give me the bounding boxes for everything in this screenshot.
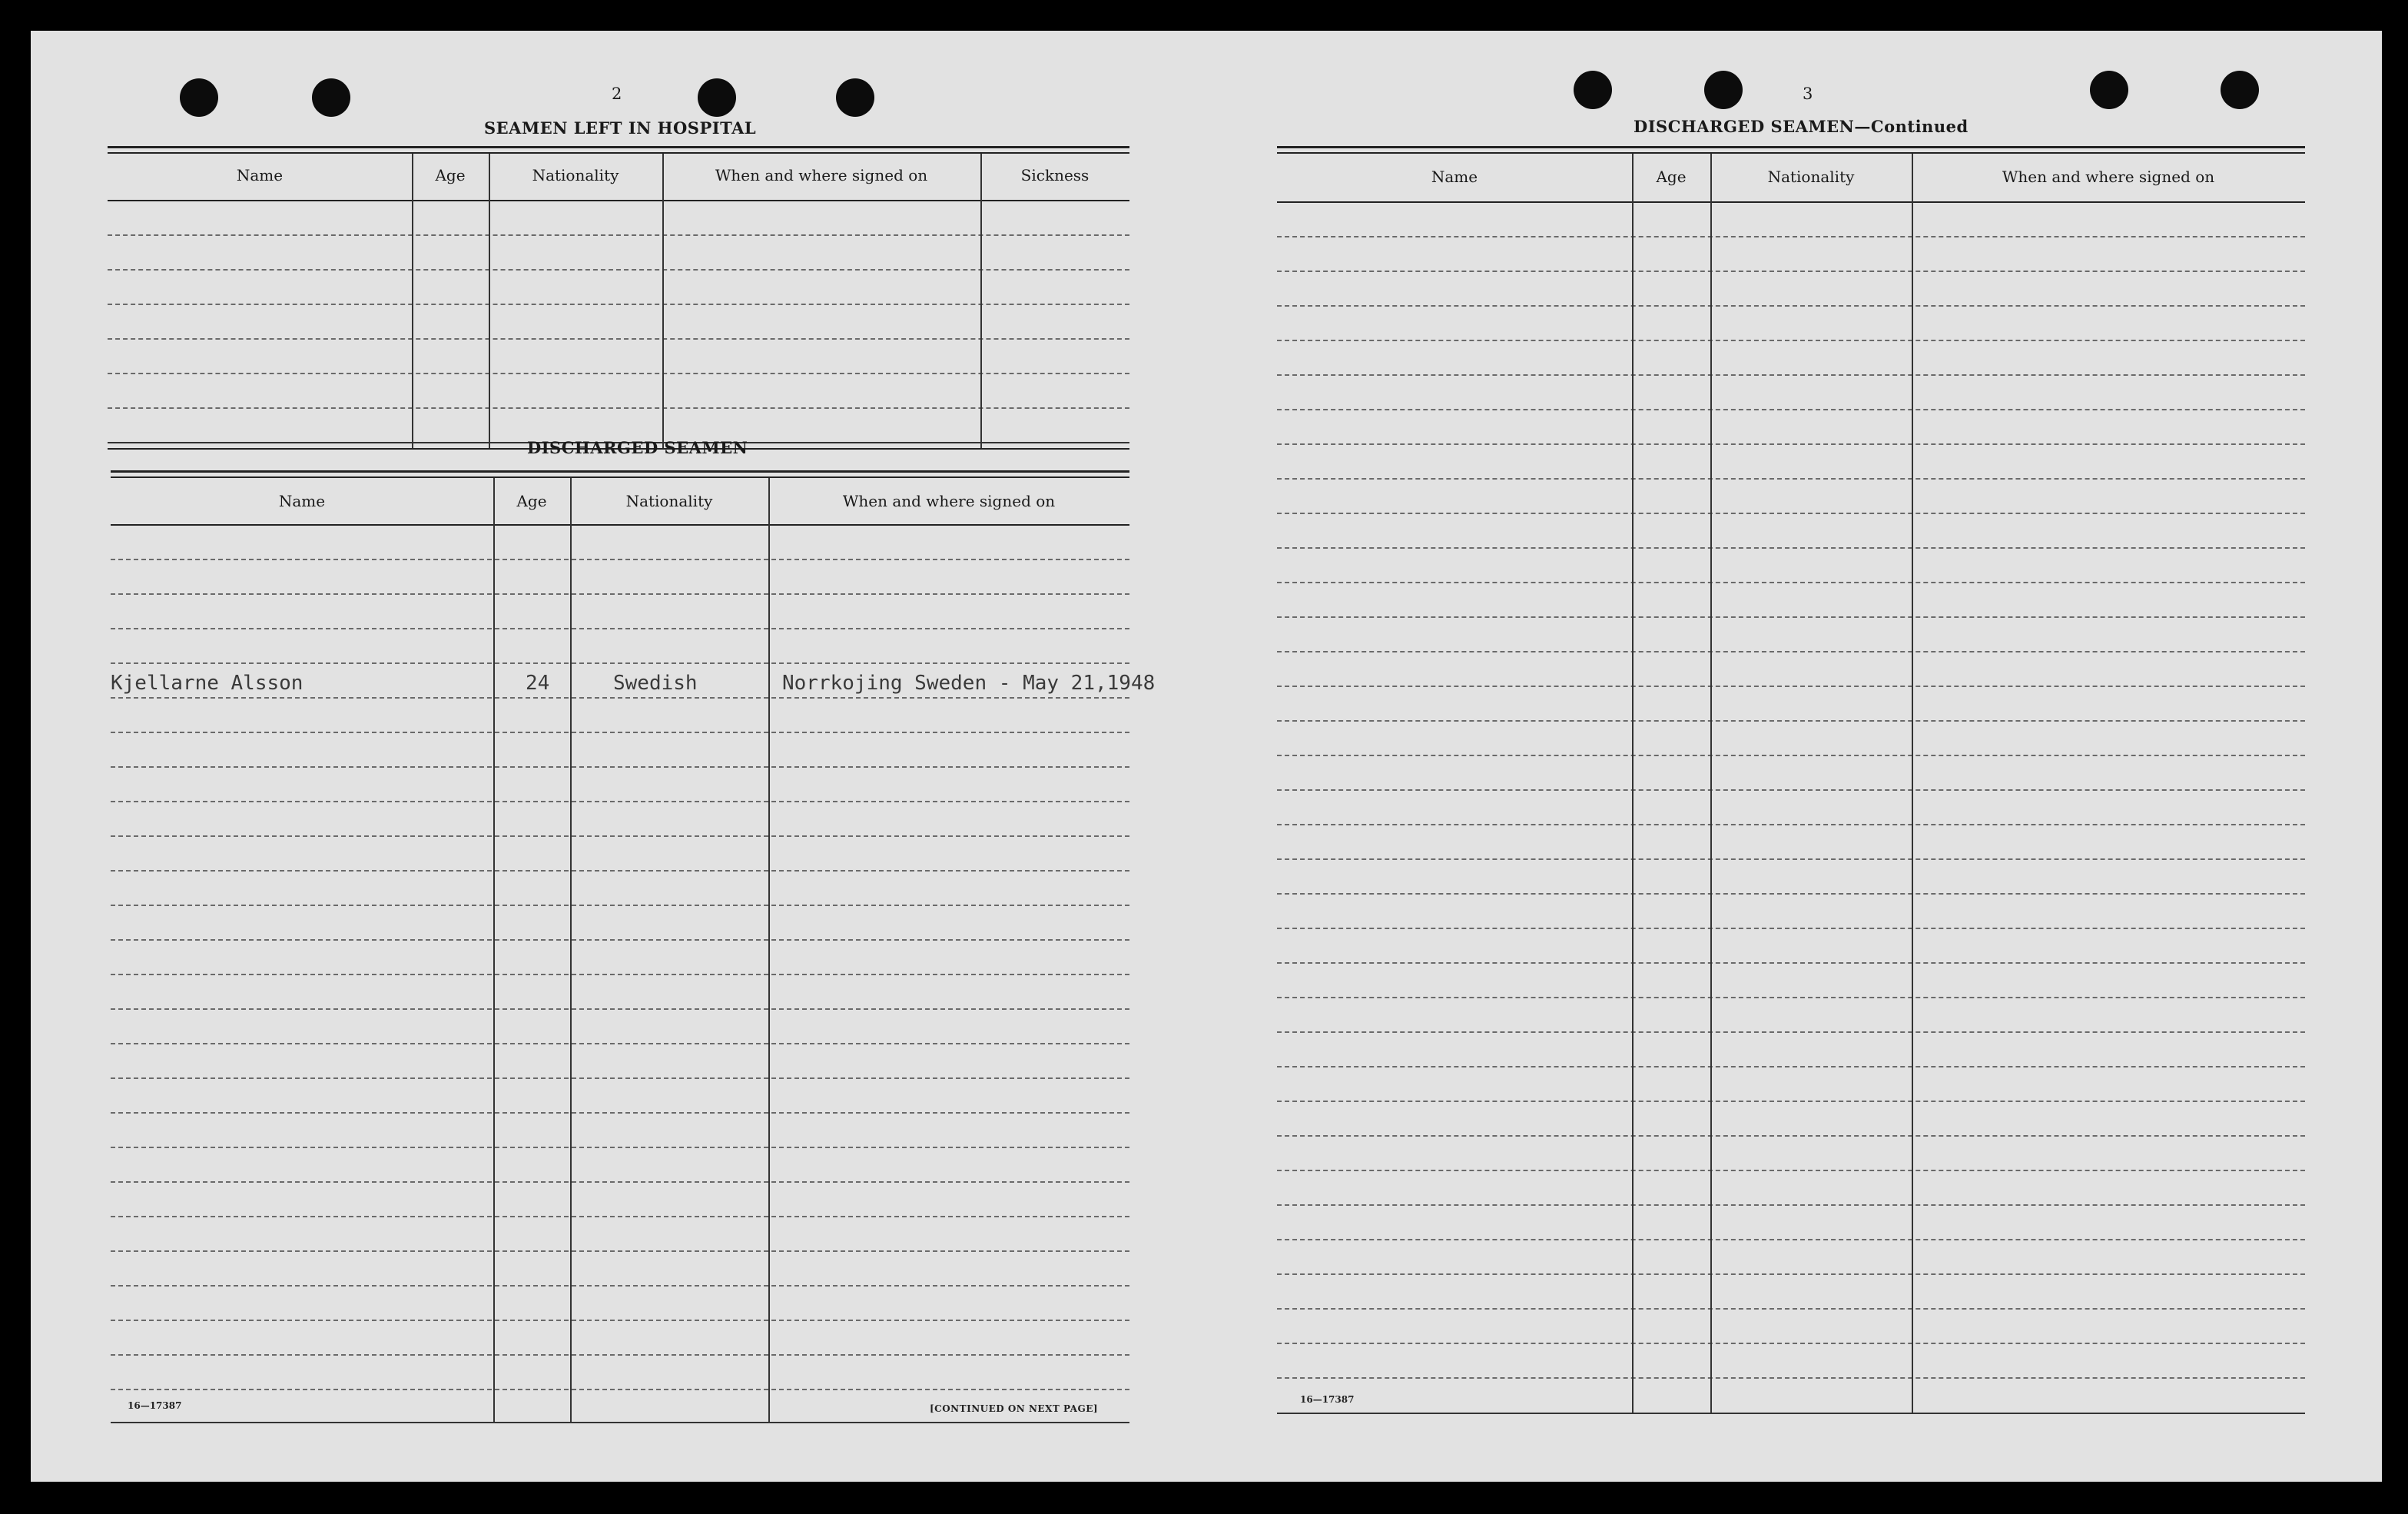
column-header: Nationality: [1767, 168, 1855, 186]
hospital-title: SEAMEN LEFT IN HOSPITAL: [484, 118, 757, 138]
punch-hole: [312, 78, 350, 117]
entry-signed-on: Norrkojing Sweden - May 21,1948: [782, 672, 1156, 695]
form-number-right: 16—17387: [1300, 1394, 1355, 1405]
page-number-left: 2: [612, 85, 622, 103]
punch-hole: [836, 78, 874, 117]
column-header: Nationality: [532, 166, 619, 184]
column-header: When and where signed on: [715, 166, 928, 184]
column-header: Name: [236, 166, 284, 184]
column-header: Sickness: [1020, 166, 1090, 184]
column-header: Age: [435, 166, 466, 184]
continued-title-main: DISCHARGED SEAMEN: [1634, 117, 1855, 136]
column-header: Age: [516, 492, 547, 510]
entry-age: 24: [526, 672, 550, 695]
hospital-table: [108, 146, 1129, 453]
column-header: Name: [278, 492, 326, 510]
entry-nationality: Swedish: [613, 672, 698, 695]
punch-hole: [180, 78, 218, 117]
column-header: Nationality: [625, 492, 713, 510]
entry-name: Kjellarne Alsson: [111, 672, 303, 695]
continued-title: [1634, 117, 1969, 136]
punch-hole: [698, 78, 736, 117]
column-header: Name: [1431, 168, 1478, 186]
continued-title-suffix: —Continued: [1854, 117, 1969, 136]
discharged-table: [111, 470, 1156, 1431]
column-header: When and where signed on: [2002, 168, 2215, 186]
column-header: When and where signed on: [842, 492, 1056, 510]
form-number-left: 16—17387: [128, 1400, 182, 1411]
punch-hole: [1574, 71, 1612, 109]
page-number-right: 3: [1803, 85, 1813, 103]
column-header: Age: [1656, 168, 1687, 186]
discharged-continued-table: [1277, 146, 2305, 1422]
continued-note: [CONTINUED ON NEXT PAGE]: [930, 1403, 1099, 1414]
punch-hole: [2221, 71, 2259, 109]
punch-hole: [2090, 71, 2128, 109]
document-sheet: [31, 31, 2382, 1482]
punch-hole: [1704, 71, 1743, 109]
discharged-title: DISCHARGED SEAMEN: [527, 438, 748, 457]
